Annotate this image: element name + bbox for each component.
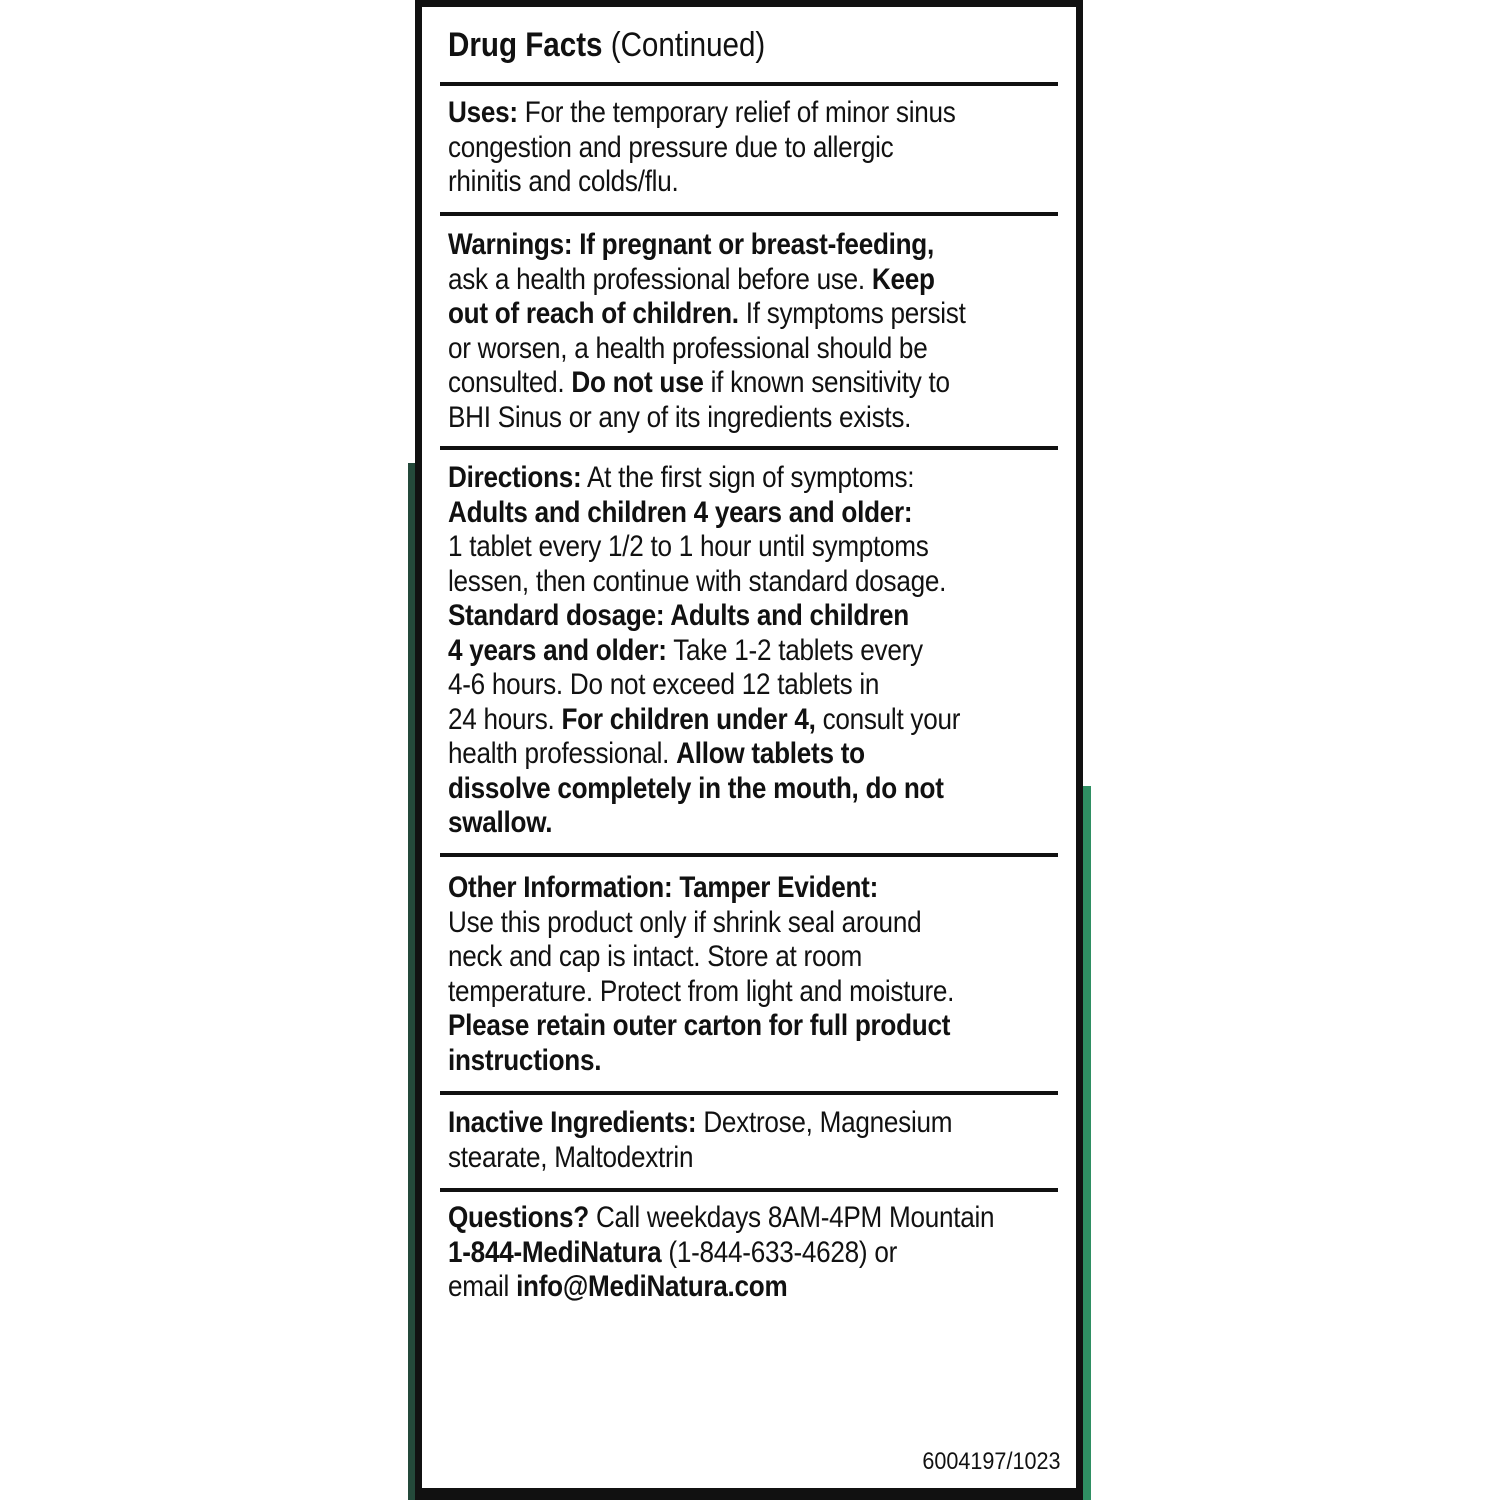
section-other <box>448 871 1030 1078</box>
section-directions <box>448 461 1037 841</box>
text-line: Please retain outer carton for full product <box>448 1009 951 1042</box>
text-line: instructions. <box>448 1043 602 1077</box>
panel-title <box>448 23 765 67</box>
text-line: health professional. Allow tablets to <box>448 737 865 770</box>
item-code: 6004197/1023 <box>921 1448 1060 1475</box>
text-line: Inactive Ingredients: Dextrose, Magnesium <box>448 1106 953 1139</box>
section-divider <box>440 212 1058 216</box>
text-line: BHI Sinus or any of its ingredients exists. <box>448 400 912 434</box>
text-line: lessen, then continue with standard dosage. <box>448 564 947 598</box>
text-line: or worsen, a health professional should be <box>448 331 928 365</box>
label-edge-accent-right <box>1083 786 1091 1500</box>
section-divider <box>440 446 1058 450</box>
text-line: rhinitis and colds/flu. <box>448 165 679 198</box>
section-questions <box>448 1201 1076 1305</box>
text-line: out of reach of children. If symptoms persist <box>448 297 966 330</box>
section-divider <box>440 853 1058 857</box>
text-line: 4 years and older: Take 1-2 tablets every <box>448 633 923 667</box>
text-line: ask a health professional before use. Keep <box>448 262 935 296</box>
section-inactive <box>448 1106 1028 1175</box>
panel-title-main: Drug Facts <box>448 26 603 64</box>
text-line: stearate, Maltodextrin <box>448 1140 694 1174</box>
text-line: 24 hours. For children under 4, consult your <box>448 702 961 736</box>
text-line: congestion and pressure due to allergic <box>448 130 894 164</box>
text-line: Other Information: Tamper Evident: <box>448 871 879 904</box>
text-line: temperature. Protect from light and moisture. <box>448 974 955 1008</box>
text-line: Warnings: If pregnant or breast-feeding, <box>448 228 934 261</box>
text-line: Questions? Call weekdays 8AM-4PM Mountain <box>448 1201 995 1234</box>
text-line: 1-844-MediNatura (1-844-633-4628) or <box>448 1235 898 1269</box>
section-divider <box>440 1091 1058 1095</box>
section-warnings <box>448 228 1043 435</box>
text-line: swallow. <box>448 806 553 839</box>
text-line: Uses: For the temporary relief of minor sinus <box>448 96 956 129</box>
text-line: email info@MediNatura.com <box>448 1270 788 1303</box>
section-divider <box>440 82 1058 86</box>
text-line: 1 tablet every 1/2 to 1 hour until symptoms <box>448 530 929 563</box>
text-line: dissolve completely in the mouth, do not <box>448 771 944 805</box>
drug-facts-panel <box>415 0 1083 1500</box>
text-line: Directions: At the first sign of symptoms: <box>448 461 915 494</box>
text-line: Standard dosage: Adults and children <box>448 599 909 632</box>
section-uses <box>448 96 1031 200</box>
text-line: consulted. Do not use if known sensitivity to <box>448 366 950 399</box>
text-line: Use this product only if shrink seal around <box>448 905 922 939</box>
text-line: Adults and children 4 years and older: <box>448 495 913 529</box>
text-line: neck and cap is intact. Store at room <box>448 940 862 973</box>
panel-title-continued: (Continued) <box>602 26 766 64</box>
text-line: 4-6 hours. Do not exceed 12 tablets in <box>448 668 880 701</box>
section-divider <box>440 1188 1058 1192</box>
